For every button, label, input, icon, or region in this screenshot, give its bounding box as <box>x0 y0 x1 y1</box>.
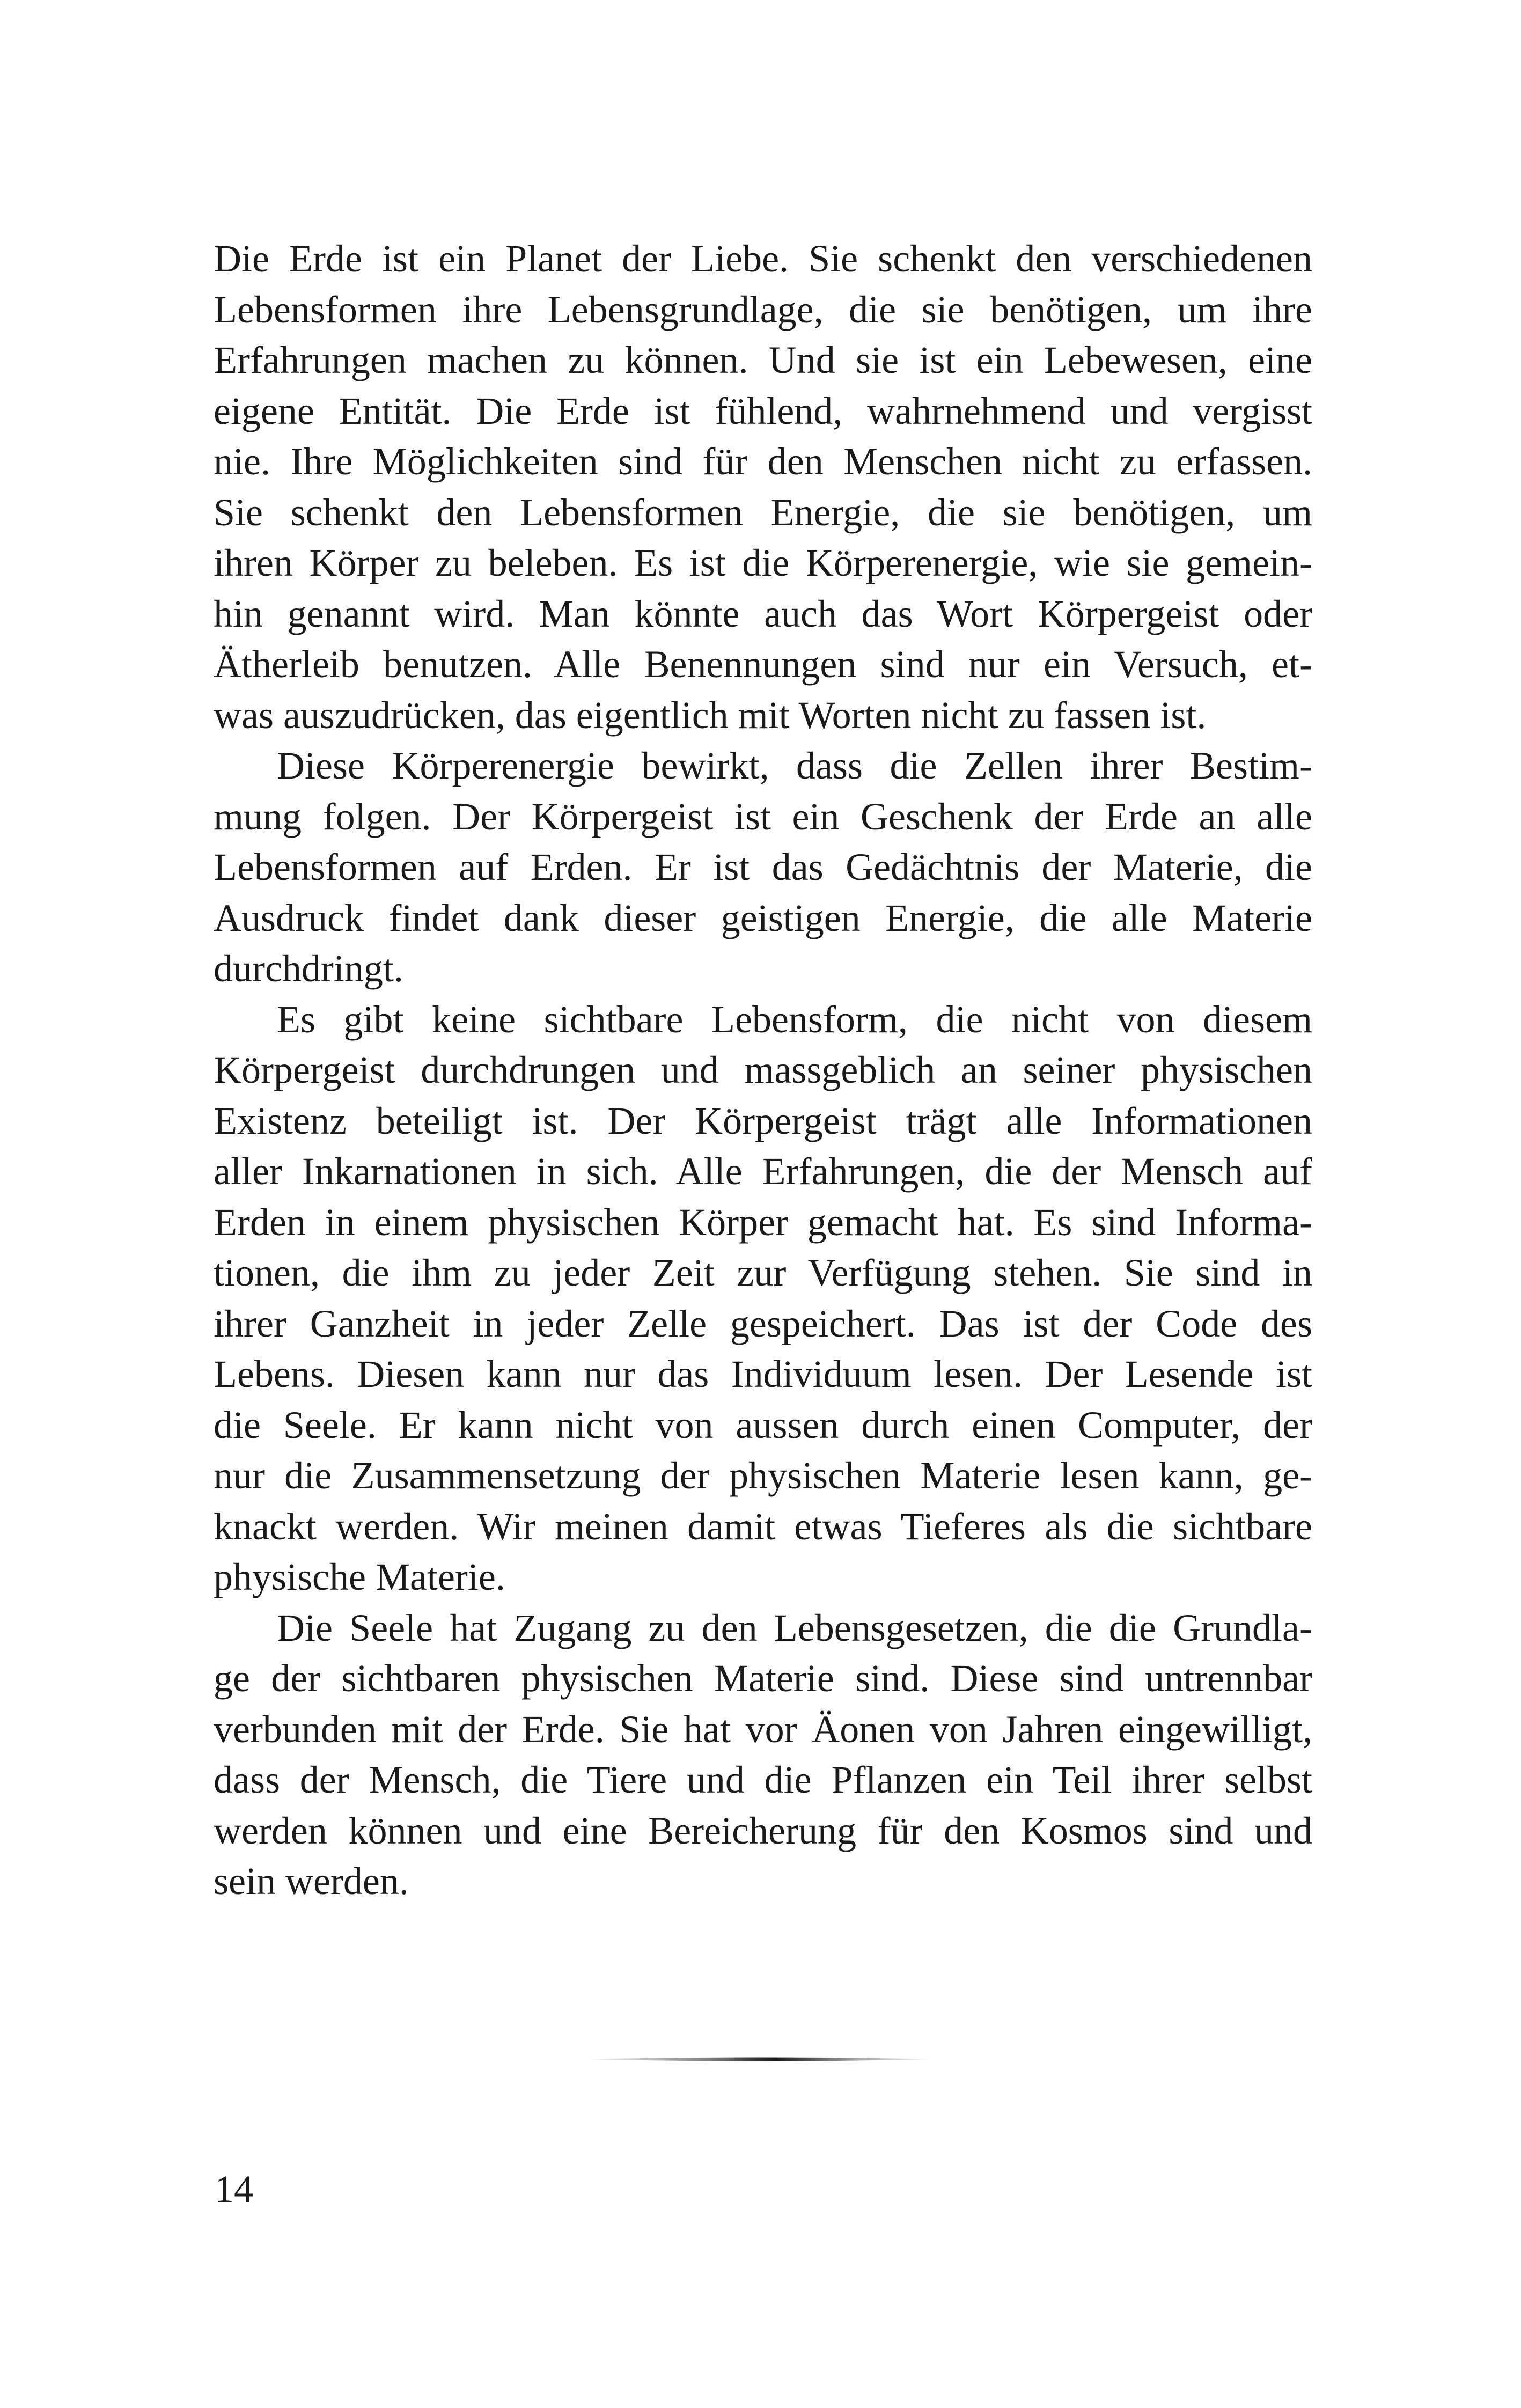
text-line: ge der sichtbaren physischen Materie sind. Diese sind untrennbar <box>214 1657 1312 1700</box>
text-line: mung folgen. Der Körpergeist ist ein Geschenk der Erde an alle <box>214 795 1312 838</box>
body-text <box>214 233 1312 1907</box>
text-line: Erfahrungen machen zu können. Und sie ist ein Lebewesen, eine <box>214 339 1312 381</box>
text-line: ihren Körper zu beleben. Es ist die Körperenergie, wie sie gemein- <box>214 541 1312 584</box>
text-line: eigene Entität. Die Erde ist fühlend, wahrnehmend und vergisst <box>214 389 1312 432</box>
text-line: Lebens. Diesen kann nur das Individuum lesen. Der Lesende ist <box>214 1353 1312 1396</box>
text-line: sein werden. <box>214 1860 409 1903</box>
text-line: dass der Mensch, die Tiere und die Pflanzen ein Teil ihrer selbst <box>214 1758 1312 1801</box>
text-line: ihrer Ganzheit in jeder Zelle gespeichert. Das ist der Code des <box>214 1302 1312 1345</box>
page-number: 14 <box>215 2168 253 2211</box>
text-line: Körpergeist durchdrungen und massgeblich an seiner physischen <box>214 1048 1312 1091</box>
text-line: tionen, die ihm zu jeder Zeit zur Verfügung stehen. Sie sind in <box>214 1251 1312 1294</box>
text-line: aller Inkarnationen in sich. Alle Erfahrungen, die der Mensch auf <box>214 1150 1312 1193</box>
text-line: Ausdruck findet dank dieser geistigen Energie, die alle Materie <box>214 896 1312 939</box>
text-line: die Seele. Er kann nicht von aussen durch einen Computer, der <box>214 1403 1312 1447</box>
text-line: Lebensformen auf Erden. Er ist das Gedächtnis der Materie, die <box>214 846 1312 889</box>
text-line: Erden in einem physischen Körper gemacht hat. Es sind Informa- <box>214 1200 1312 1244</box>
text-line: Sie schenkt den Lebensformen Energie, die sie benötigen, um <box>214 490 1312 534</box>
text-line: Es gibt keine sichtbare Lebensform, die nicht von diesem <box>277 997 1312 1041</box>
text-line: durchdringt. <box>214 947 403 990</box>
text-line: werden können und eine Bereicherung für den Kosmos sind und <box>214 1809 1312 1852</box>
text-line: verbunden mit der Erde. Sie hat vor Äonen von Jahren eingewilligt, <box>214 1707 1312 1751</box>
section-separator-ornament <box>582 2057 936 2063</box>
text-line: hin genannt wird. Man könnte auch das Wort Körpergeist oder <box>214 592 1312 635</box>
text-line: nie. Ihre Möglichkeiten sind für den Menschen nicht zu erfassen. <box>214 440 1312 483</box>
text-line: was auszudrücken, das eigentlich mit Worten nicht zu fassen ist. <box>214 693 1207 737</box>
text-line: physische Materie. <box>214 1555 505 1598</box>
text-line: Die Erde ist ein Planet der Liebe. Sie schenkt den verschiedenen <box>214 237 1312 280</box>
text-line: nur die Zusammensetzung der physischen Materie lesen kann, ge- <box>214 1454 1312 1497</box>
text-line: Ätherleib benutzen. Alle Benennungen sind nur ein Versuch, et- <box>214 643 1312 686</box>
text-line: Diese Körperenergie bewirkt, dass die Zellen ihrer Bestim- <box>277 744 1312 787</box>
text-line: knackt werden. Wir meinen damit etwas Tieferes als die sichtbare <box>214 1504 1312 1548</box>
text-line: Existenz beteiligt ist. Der Körpergeist trägt alle Informationen <box>214 1099 1312 1142</box>
text-line: Lebensformen ihre Lebensgrundlage, die sie benötigen, um ihre <box>214 288 1312 331</box>
text-line: Die Seele hat Zugang zu den Lebensgesetzen, die die Grundla- <box>277 1606 1312 1649</box>
